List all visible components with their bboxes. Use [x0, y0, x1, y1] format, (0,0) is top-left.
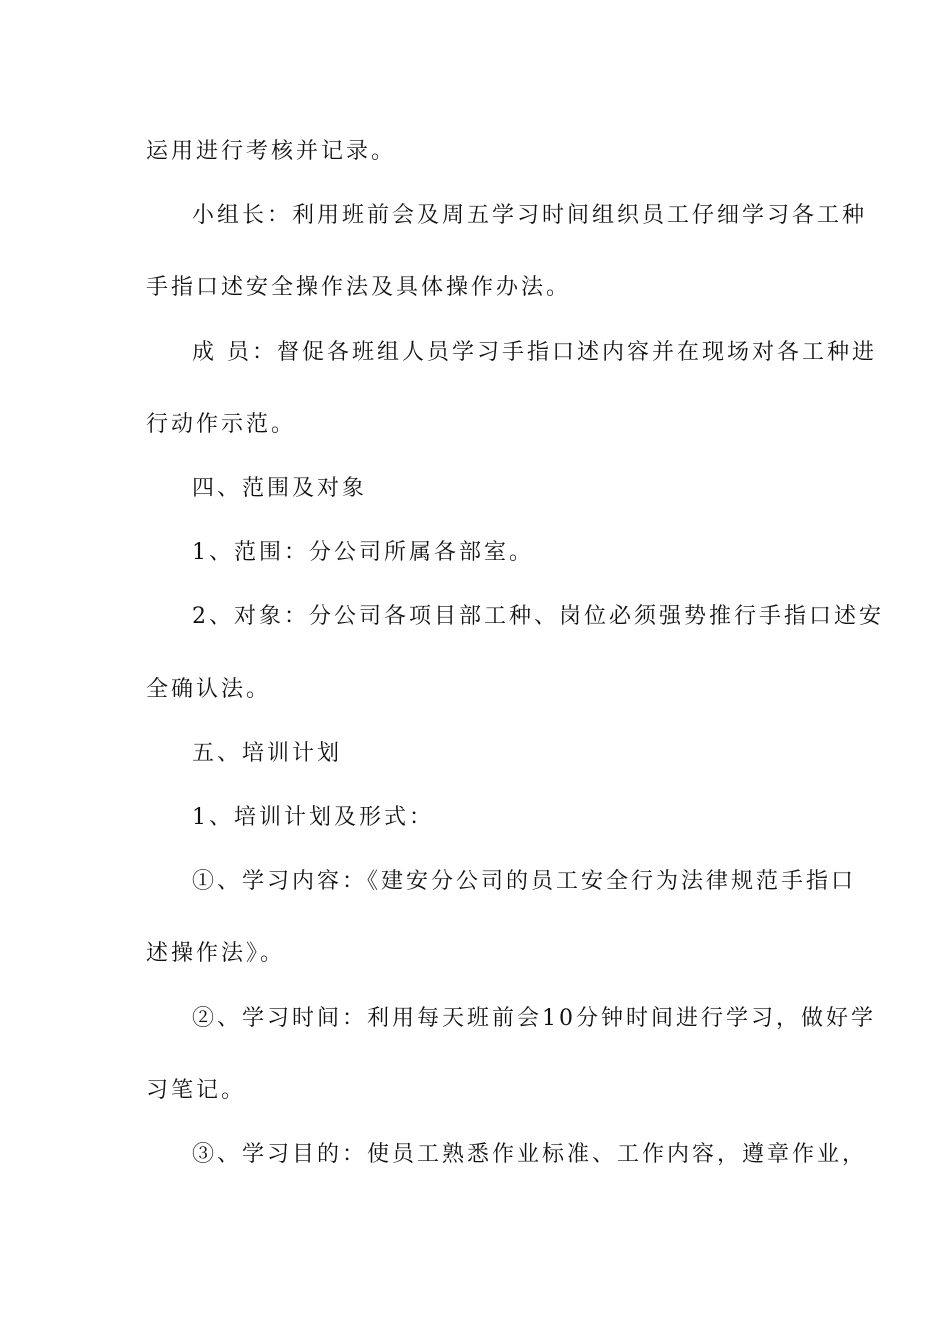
paragraph-line: ①、学习内容：《建安分公司的员工安全行为法律规范手指口 [192, 869, 857, 894]
paragraph-line: 运用进行考核并记录。 [146, 139, 397, 164]
paragraph-line: 习笔记。 [146, 1078, 247, 1103]
section-heading: 五、培训计划 [192, 741, 343, 766]
paragraph-line: ③、学习目的：使员工熟悉作业标准、工作内容，遵章作业， [192, 1142, 868, 1167]
paragraph-line: ②、学习时间：利用每天班前会10分钟时间进行学习，做好学 [192, 1006, 876, 1031]
paragraph-line: 手指口述安全操作法及具体操作办法。 [146, 275, 572, 300]
paragraph-line: 1、培训计划及形式： [192, 805, 434, 830]
section-heading: 四、范围及对象 [192, 476, 368, 501]
paragraph-line: 成 员：督促各班组人员学习手指口述内容并在现场对各工种进 [192, 340, 877, 365]
paragraph-line: 全确认法。 [146, 677, 272, 702]
paragraph-line: 小组长：利用班前会及周五学习时间组织员工仔细学习各工种 [192, 203, 868, 228]
paragraph-line: 1、范围：分公司所属各部室。 [192, 540, 534, 565]
paragraph-line: 行动作示范。 [146, 412, 297, 437]
paragraph-line: 2、对象：分公司各项目部工种、岗位必须强势推行手指口述安 [192, 604, 884, 629]
paragraph-line: 述操作法》。 [146, 941, 286, 966]
